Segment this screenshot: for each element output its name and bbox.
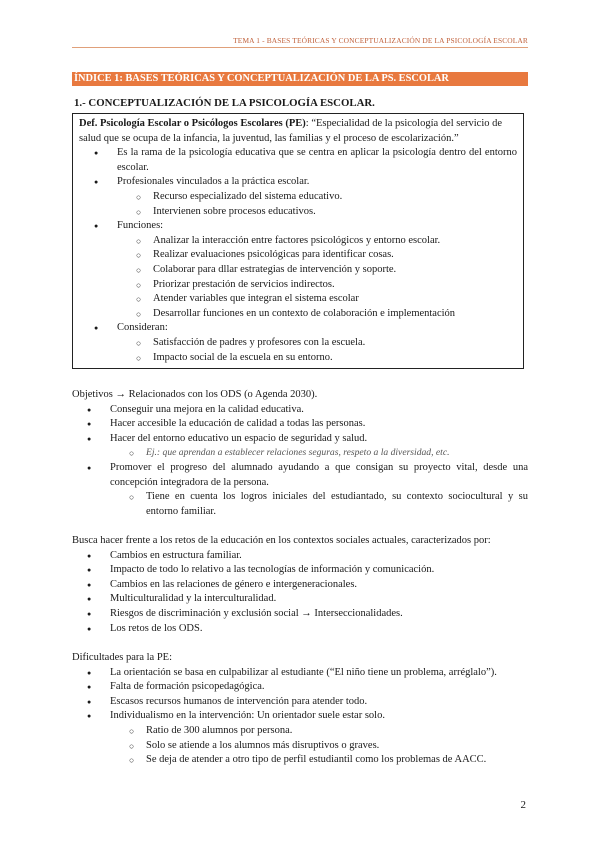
list-subitem: ○ Realizar evaluaciones psicológicas para identificar cosas. xyxy=(79,248,517,263)
list-subitem: ○ Satisfacción de padres y profesores con la escuela. xyxy=(79,336,517,351)
list-item: ● Es la rama de la psicología educativa que se centra en aplicar la psicología dentro del entorno escolar. xyxy=(79,146,517,175)
list-item: ● Cambios en estructura familiar. xyxy=(72,549,528,564)
list-subitem: ○ Priorizar prestación de servicios indirectos. xyxy=(79,278,517,293)
header-divider xyxy=(72,47,528,48)
index-heading: ÍNDICE 1: BASES TEÓRICAS Y CONCEPTUALIZACIÓN DE LA PS. ESCOLAR xyxy=(72,72,528,86)
definition-list xyxy=(79,146,517,365)
list-item: ● La orientación se basa en culpabilizar al estudiante (“El niño tiene un problema, arréglalo”). xyxy=(72,666,528,681)
list-subitem: ○ Desarrollar funciones en un contexto de colaboración e implementación xyxy=(79,307,517,322)
list-subitem: ○ Colaborar para dllar estrategias de intervención y soporte. xyxy=(79,263,517,278)
list-subitem: ○ Impacto social de la escuela en su entorno. xyxy=(79,351,517,366)
list-item: ● Escasos recursos humanos de intervención para atender todo. xyxy=(72,695,528,710)
list-item: ● Conseguir una mejora en la calidad educativa. xyxy=(72,403,528,418)
definition-text: : “Especialidad de la psicología del servicio de salud que se ocupa de la infancia, la juventud, las familias y el proceso de escolarización.” xyxy=(79,118,503,144)
list-item: ● Consideran: ○ Satisfacción de padres y profesores con la escuela. ○ Impacto social de la escuela en su entorno. xyxy=(79,321,517,365)
list-subitem: ○ Tiene en cuenta los logros iniciales del estudiantado, su contexto sociocultural y su entorno familiar. xyxy=(72,490,528,519)
list-subitem: ○ Intervienen sobre procesos educativos. xyxy=(79,205,517,220)
list-item: ● Profesionales vinculados a la práctica escolar. ○ Recurso especializado del sistema educativo. ○ Intervienen sobre procesos educativos. xyxy=(79,175,517,219)
list-subitem: ○ Ratio de 300 alumnos por persona. xyxy=(72,724,528,739)
list-item: ● Cambios en las relaciones de género e intergeneracionales. xyxy=(72,578,528,593)
difficulties-intro: Dificultades para la PE: xyxy=(72,652,173,663)
list-item: ● Los retos de los ODS. xyxy=(72,622,528,637)
objectives-intro: Objetivos → Relacionados con los ODS (o Agenda 2030). xyxy=(72,389,318,400)
page-number: 2 xyxy=(520,799,526,811)
definition-box xyxy=(72,113,524,369)
example-note: Ej.: que aprendan a establecer relaciones seguras, respeto a la diversidad, etc. xyxy=(146,447,450,459)
list-item: ● Individualismo en la intervención: Un orientador suele estar solo. ○ Ratio de 300 alumnos por persona. ○ Solo se atiende a los alumnos más disruptivos o graves. ○ Se deja de atender a otro tipo de perfil estudiantil como los problemas de AACC. xyxy=(72,709,528,767)
definition-term: Def. Psicología Escolar o Psicólogos Escolares (PE) xyxy=(79,118,306,129)
objectives-section xyxy=(72,388,528,519)
difficulties-section xyxy=(72,651,528,768)
challenges-section xyxy=(72,534,528,636)
list-item: ● Falta de formación psicopedagógica. xyxy=(72,680,528,695)
running-header: TEMA 1 - BASES TEÓRICAS Y CONCEPTUALIZACIÓN DE LA PSICOLOGÍA ESCOLAR xyxy=(233,36,528,45)
list-item: ● Impacto de todo lo relativo a las tecnologías de información y comunicación. xyxy=(72,563,528,578)
list-item: ● Funciones: ○ Analizar la interacción entre factores psicológicos y entorno escolar. ○ Realizar evaluaciones psicológicas para identificar cosas. ○ Colaborar para dllar estrategias de intervención y soporte. ○ Priorizar prestación de servicios indirectos. ○ Atender variables que integran el sistema escolar ○ Desarrollar funciones en un contexto de colaboración e implementación xyxy=(79,219,517,321)
section-title: 1.- CONCEPTUALIZACIÓN DE LA PSICOLOGÍA ESCOLAR. xyxy=(74,97,375,109)
definition-paragraph xyxy=(79,117,517,146)
list-subitem: ○ Se deja de atender a otro tipo de perfil estudiantil como los problemas de AACC. xyxy=(72,753,528,768)
list-item: ● Riesgos de discriminación y exclusión social → Interseccionalidades. xyxy=(72,607,528,622)
list-item: ● Promover el progreso del alumnado ayudando a que consigan su proyecto vital, desde una concepción integradora de la persona. ○ Tiene en cuenta los logros iniciales del estudiantado, su contexto sociocultural y su entorno familiar. xyxy=(72,461,528,519)
list-subitem: ○ Solo se atiende a los alumnos más disruptivos o graves. xyxy=(72,739,528,754)
challenges-intro: Busca hacer frente a los retos de la educación en los contextos sociales actuales, caracterizados por: xyxy=(72,535,491,546)
list-item: ● Hacer del entorno educativo un espacio de seguridad y salud. ○ Ej.: que aprendan a establecer relaciones seguras, respeto a la diversidad, etc. xyxy=(72,432,528,461)
list-subitem: ○ Atender variables que integran el sistema escolar xyxy=(79,292,517,307)
list-item: ● Hacer accesible la educación de calidad a todas las personas. xyxy=(72,417,528,432)
list-subitem: ○ Analizar la interacción entre factores psicológicos y entorno escolar. xyxy=(79,234,517,249)
list-subitem xyxy=(72,446,528,461)
list-item: ● Multiculturalidad y la interculturalidad. xyxy=(72,592,528,607)
list-subitem: ○ Recurso especializado del sistema educativo. xyxy=(79,190,517,205)
